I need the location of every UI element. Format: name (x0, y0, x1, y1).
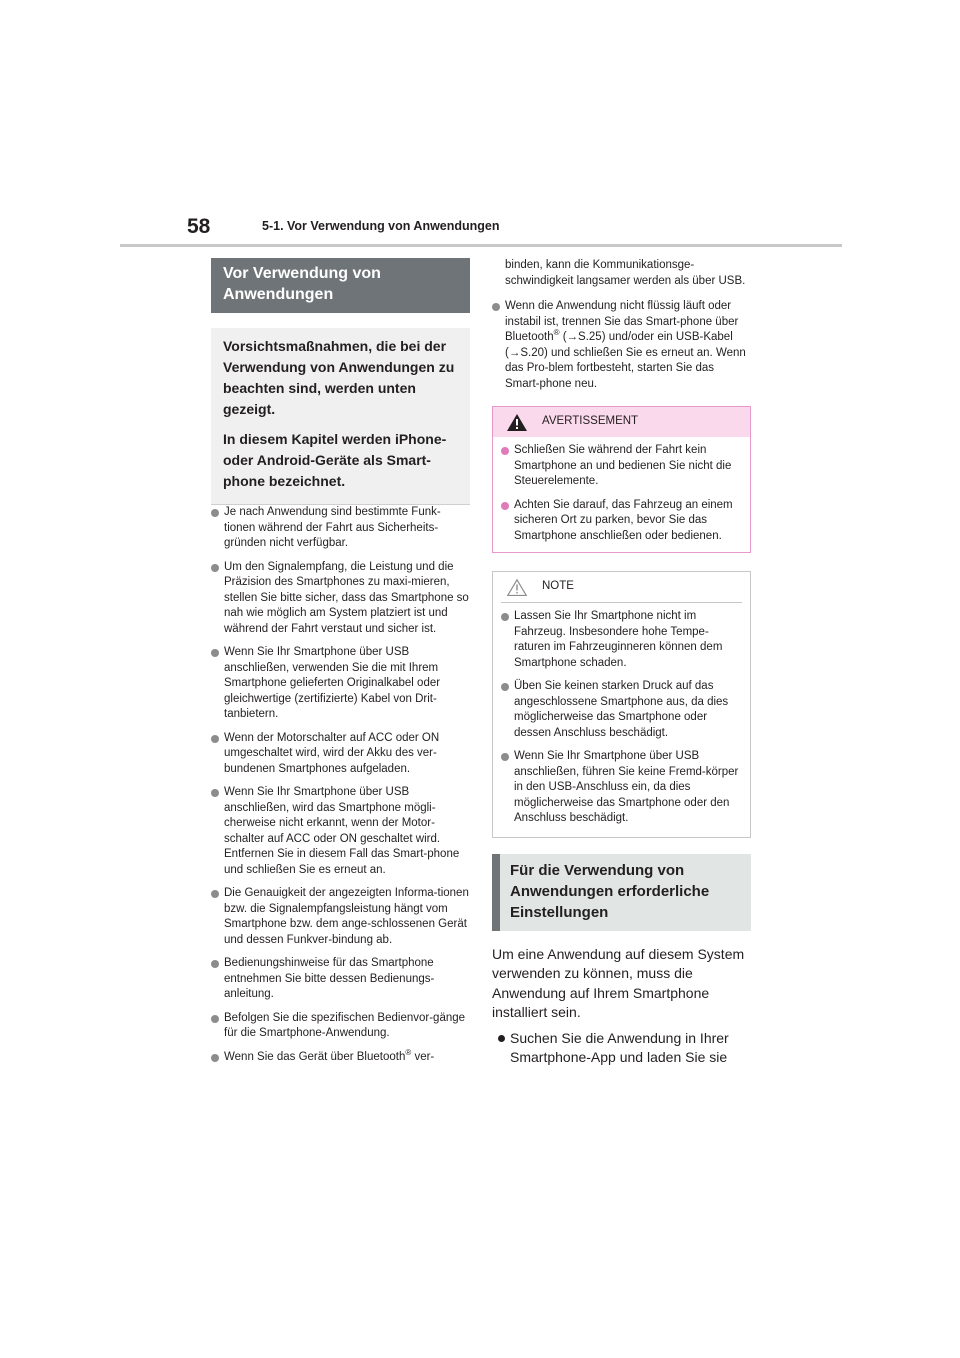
list-item: Schließen Sie während der Fahrt kein Smartphone an und bedienen Sie nicht die Steuerelemente. (501, 443, 740, 490)
bullet-icon (211, 1015, 219, 1023)
setup-paragraph: Um eine Anwendung auf diesem System verwenden zu können, muss die Anwendung auf Ihrem Smartphone installiert sein. (492, 945, 745, 1020)
note-list (493, 603, 750, 837)
list-item: Je nach Anwendung sind bestimmte Funk-tionen während der Fahrt aus Sicherheits-gründen nicht verfügbar. (211, 505, 470, 552)
list-item: Um den Signalempfang, die Leistung und die Präzision des Smartphones zu maxi-mieren, stellen Sie bitte sicher, dass das Smartphone so nah wie möglich am System platziert ist und während der Fahrt verstaut und sicher ist. (211, 560, 470, 638)
intro-paragraph-1: Vorsichtsmaßnahmen, die bei der Verwendung von Anwendungen zu beachten sind, werden unten gezeigt. (223, 338, 455, 417)
intro-paragraph-2: In diesem Kapitel werden iPhone- oder Android-Geräte als Smart-phone bezeichnet. (223, 431, 447, 489)
list-item: Lassen Sie Ihr Smartphone nicht im Fahrzeug. Insbesondere hohe Tempe-raturen im Fahrzeuginneren können dem Smartphone schaden. (501, 609, 740, 671)
list-item: Wenn Sie Ihr Smartphone über USB anschließen, verwenden Sie die mit Ihrem Smartphone gelieferten Originalkabel oder gleichwertige (zertifizierte) Kabel von Drit-tanbietern. (211, 645, 470, 723)
warning-header (493, 407, 750, 437)
chapter-title: 5-1. Vor Verwendung von Anwendungen (262, 219, 500, 233)
warning-box (492, 406, 751, 553)
bullet-icon (501, 447, 509, 455)
list-item: Die Genauigkeit der angezeigten Informa-tionen bzw. die Signalempfangsleistung hängt vom Smartphone bzw. dem ange-schlossenen Gerät und dessen Funkver-bindung ab. (211, 886, 470, 948)
bullet-icon (501, 502, 509, 510)
bullet-icon (211, 789, 219, 797)
setup-section-title: Für die Verwendung von Anwendungen erforderliche Einstellungen (492, 854, 751, 931)
list-item: Befolgen Sie die spezifischen Bedienvor-gänge für die Smartphone-Anwendung. (211, 1011, 470, 1042)
precaution-list (211, 505, 470, 1065)
list-item: Wenn die Anwendung nicht flüssig läuft oder instabil ist, trennen Sie das Smart-phone über Bluetooth® (→S.25) und/oder ein USB-Kabel (→S.20) und schließen Sie es erneut an. Wenn das Pro-blem fortbesteht, starten Sie das Smart-phone neu. (492, 299, 751, 392)
bullet-icon (211, 509, 219, 517)
bullet-icon (501, 613, 509, 621)
note-box (492, 571, 751, 838)
bullet-icon (211, 735, 219, 743)
section-title: Vor Verwendung von Anwendungen (211, 258, 470, 313)
bullet-icon (211, 649, 219, 657)
list-item: Wenn der Motorschalter auf ACC oder ON umgeschaltet wird, wird der Akku des ver-bundenen Smartphones aufgeladen. (211, 731, 470, 778)
bullet-icon (492, 303, 500, 311)
warning-list (493, 437, 750, 544)
warning-icon (507, 414, 527, 431)
bullet-icon (498, 1035, 505, 1042)
note-header (501, 572, 742, 603)
list-item: Wenn Sie das Gerät über Bluetooth® ver- (211, 1050, 470, 1066)
setup-step: Suchen Sie die Anwendung in Ihrer Smartphone-App und laden Sie sie (492, 1029, 751, 1068)
bullet-icon (211, 960, 219, 968)
list-item: Wenn Sie Ihr Smartphone über USB anschließen, wird das Smartphone mögli-cherweise nicht erkannt, wenn der Motor-schalter auf ACC oder ON geschaltet wird. Entfernen Sie in diesem Fall das Smart-phone und schließen Sie es erneut an. (211, 785, 470, 878)
header-rule (120, 244, 842, 247)
bullet-icon (211, 1054, 219, 1062)
list-item: Bedienungshinweise für das Smartphone entnehmen Sie bitte dessen Bedienungs-anleitung. (211, 956, 470, 1003)
bullet-icon (501, 683, 509, 691)
intro-box (211, 328, 470, 505)
bullet-icon (211, 564, 219, 572)
right-column (492, 258, 751, 1068)
bullet-icon (211, 890, 219, 898)
note-label: NOTE (542, 580, 574, 592)
notice-icon (507, 579, 527, 596)
list-item-continued: binden, kann die Kommunikationsge-schwindigkeit langsamer werden als über USB. (505, 259, 746, 287)
list-item: Achten Sie darauf, das Fahrzeug an einem sicheren Ort zu parken, bevor Sie das Smartphone anschließen oder bedienen. (501, 498, 740, 545)
continued-list (492, 258, 751, 392)
warning-label: AVERTISSEMENT (542, 415, 639, 427)
list-item: Üben Sie keinen starken Druck auf das angeschlossene Smartphone aus, da dies möglicherweise das Smartphone oder dessen Anschluss beschädigt. (501, 679, 740, 741)
page-number: 58 (187, 215, 211, 238)
list-item: Wenn Sie Ihr Smartphone über USB anschließen, führen Sie keine Fremd-körper in den USB-Anschluss ein, da dies möglicherweise das Smartphone oder den Anschluss beschädigt. (501, 749, 740, 827)
bullet-icon (501, 753, 509, 761)
left-column (211, 258, 470, 1073)
